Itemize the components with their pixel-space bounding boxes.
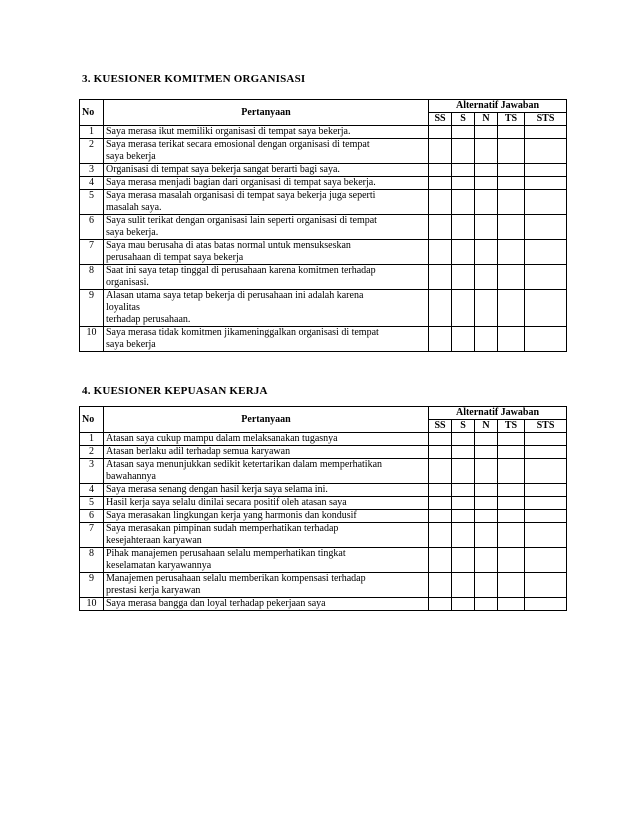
header-question: Pertanyaan: [104, 407, 429, 433]
answer-cell-s[interactable]: [452, 215, 475, 240]
question-text: [104, 240, 429, 265]
row-number: 8: [80, 548, 104, 573]
header-option-ts: TS: [498, 420, 525, 433]
answer-cell-sts[interactable]: [525, 510, 567, 523]
answer-cell-ts[interactable]: [498, 573, 525, 598]
answer-cell-ss[interactable]: [429, 598, 452, 611]
header-alternatif-jawaban: Alternatif Jawaban: [429, 100, 567, 113]
question-text: [104, 433, 429, 446]
question-line: loyalitas: [106, 302, 140, 313]
table-row: [80, 190, 567, 215]
answer-cell-sts[interactable]: [525, 215, 567, 240]
question-line: Saya merasa menjadi bagian dari organisasi di tempat saya bekerja.: [106, 177, 376, 188]
question-text: [104, 459, 429, 484]
answer-cell-s[interactable]: [452, 446, 475, 459]
answer-cell-ts[interactable]: [498, 164, 525, 177]
answer-cell-ts[interactable]: [498, 265, 525, 290]
answer-cell-ts[interactable]: [498, 510, 525, 523]
answer-cell-ss[interactable]: [429, 164, 452, 177]
question-line: Atasan saya menunjukkan sedikit ketertarikan dalam memperhatikan: [106, 459, 383, 470]
header-option-n: N: [475, 113, 498, 126]
table-row: [80, 139, 567, 164]
question-line: Atasan saya cukup mampu dalam melaksanakan tugasnya: [106, 433, 338, 444]
row-number: 6: [80, 215, 104, 240]
table-row: [80, 446, 567, 459]
answer-cell-ss[interactable]: [429, 446, 452, 459]
answer-cell-s[interactable]: [452, 484, 475, 497]
table-row: [80, 510, 567, 523]
answer-cell-n[interactable]: [475, 446, 498, 459]
answer-cell-ss[interactable]: [429, 497, 452, 510]
answer-cell-s[interactable]: [452, 126, 475, 139]
answer-cell-n[interactable]: [475, 523, 498, 548]
header-option-ss: SS: [429, 420, 452, 433]
answer-cell-sts[interactable]: [525, 265, 567, 290]
question-text: [104, 510, 429, 523]
answer-cell-ss[interactable]: [429, 548, 452, 573]
answer-cell-s[interactable]: [452, 459, 475, 484]
answer-cell-ts[interactable]: [498, 523, 525, 548]
answer-cell-n[interactable]: [475, 265, 498, 290]
answer-cell-ss[interactable]: [429, 523, 452, 548]
table-row: [80, 484, 567, 497]
answer-cell-ts[interactable]: [498, 446, 525, 459]
answer-cell-sts[interactable]: [525, 126, 567, 139]
question-line: Saya merasakan lingkungan kerja yang harmonis dan kondusif: [106, 510, 357, 521]
answer-cell-sts[interactable]: [525, 240, 567, 265]
answer-cell-n[interactable]: [475, 598, 498, 611]
answer-cell-ss[interactable]: [429, 484, 452, 497]
table-row: [80, 327, 567, 352]
answer-cell-sts[interactable]: [525, 327, 567, 352]
header-option-s: S: [452, 420, 475, 433]
row-number: 5: [80, 497, 104, 510]
table-row: [80, 523, 567, 548]
answer-cell-s[interactable]: [452, 523, 475, 548]
answer-cell-n[interactable]: [475, 139, 498, 164]
answer-cell-n[interactable]: [475, 164, 498, 177]
answer-cell-n[interactable]: [475, 484, 498, 497]
table-row: [80, 177, 567, 190]
answer-cell-sts[interactable]: [525, 164, 567, 177]
answer-cell-n[interactable]: [475, 327, 498, 352]
answer-cell-sts[interactable]: [525, 548, 567, 573]
table-row: [80, 459, 567, 484]
answer-cell-ts[interactable]: [498, 190, 525, 215]
answer-cell-ts[interactable]: [498, 548, 525, 573]
answer-cell-sts[interactable]: [525, 139, 567, 164]
question-line: Saya sulit terikat dengan organisasi lain seperti organisasi di tempat: [106, 215, 377, 226]
answer-cell-sts[interactable]: [525, 190, 567, 215]
question-text: [104, 497, 429, 510]
answer-cell-n[interactable]: [475, 177, 498, 190]
row-number: 5: [80, 190, 104, 215]
question-text: [104, 164, 429, 177]
row-number: 3: [80, 164, 104, 177]
answer-cell-sts[interactable]: [525, 177, 567, 190]
answer-cell-ts[interactable]: [498, 327, 525, 352]
answer-cell-s[interactable]: [452, 433, 475, 446]
answer-cell-s[interactable]: [452, 548, 475, 573]
answer-cell-n[interactable]: [475, 497, 498, 510]
table-row: [80, 240, 567, 265]
answer-cell-ts[interactable]: [498, 484, 525, 497]
question-line: Saya merasa ikut memiliki organisasi di tempat saya bekerja.: [106, 126, 351, 137]
header-option-s: S: [452, 113, 475, 126]
answer-cell-sts[interactable]: [525, 523, 567, 548]
question-line: keselamatan karyawannya: [106, 560, 212, 571]
question-line: Atasan berlaku adil terhadap semua karyawan: [106, 446, 291, 457]
question-line: Saat ini saya tetap tinggal di perusahaan karena komitmen terhadap: [106, 265, 376, 276]
question-text: [104, 484, 429, 497]
question-line: Saya merasakan pimpinan sudah memperhatikan terhadap: [106, 523, 339, 534]
answer-cell-ts[interactable]: [498, 240, 525, 265]
question-text: [104, 190, 429, 215]
question-text: [104, 446, 429, 459]
question-text: [104, 523, 429, 548]
answer-cell-n[interactable]: [475, 240, 498, 265]
answer-cell-s[interactable]: [452, 290, 475, 327]
table-row: [80, 164, 567, 177]
answer-cell-ts[interactable]: [498, 433, 525, 446]
answer-cell-sts[interactable]: [525, 497, 567, 510]
answer-cell-n[interactable]: [475, 573, 498, 598]
answer-cell-ss[interactable]: [429, 177, 452, 190]
header-option-n: N: [475, 420, 498, 433]
header-option-sts: STS: [525, 113, 567, 126]
question-text: [104, 139, 429, 164]
answer-cell-n[interactable]: [475, 190, 498, 215]
answer-cell-sts[interactable]: [525, 290, 567, 327]
answer-cell-ts[interactable]: [498, 497, 525, 510]
answer-cell-sts[interactable]: [525, 484, 567, 497]
question-line: Saya merasa bangga dan loyal terhadap pekerjaan saya: [106, 598, 326, 609]
answer-cell-ss[interactable]: [429, 327, 452, 352]
row-number: 4: [80, 177, 104, 190]
answer-cell-n[interactable]: [475, 290, 498, 327]
answer-cell-s[interactable]: [452, 497, 475, 510]
question-line: saya bekerja.: [106, 227, 159, 238]
question-line: Pihak manajemen perusahaan selalu memperhatikan tingkat: [106, 548, 346, 559]
question-line: prestasi kerja karyawan: [106, 585, 201, 596]
answer-cell-ss[interactable]: [429, 215, 452, 240]
answer-cell-ts[interactable]: [498, 290, 525, 327]
answer-cell-ss[interactable]: [429, 126, 452, 139]
question-text: [104, 177, 429, 190]
question-line: Organisasi di tempat saya bekerja sangat berarti bagi saya.: [106, 164, 340, 175]
answer-cell-ts[interactable]: [498, 215, 525, 240]
answer-cell-ss[interactable]: [429, 573, 452, 598]
question-line: Saya merasa senang dengan hasil kerja saya selama ini.: [106, 484, 328, 495]
table-row: [80, 433, 567, 446]
table-row: [80, 215, 567, 240]
question-line: Manajemen perusahaan selalu memberikan kompensasi terhadap: [106, 573, 366, 584]
question-text: [104, 598, 429, 611]
row-number: 3: [80, 459, 104, 484]
row-number: 6: [80, 510, 104, 523]
answer-cell-ss[interactable]: [429, 290, 452, 327]
answer-cell-n[interactable]: [475, 459, 498, 484]
answer-cell-sts[interactable]: [525, 459, 567, 484]
question-line: bawahannya: [106, 471, 156, 482]
answer-cell-s[interactable]: [452, 190, 475, 215]
answer-cell-n[interactable]: [475, 548, 498, 573]
header-alternatif-jawaban: Alternatif Jawaban: [429, 407, 567, 420]
question-line: masalah saya.: [106, 202, 162, 213]
answer-cell-ss[interactable]: [429, 459, 452, 484]
row-number: 7: [80, 523, 104, 548]
answer-cell-sts[interactable]: [525, 573, 567, 598]
row-number: 8: [80, 265, 104, 290]
answer-cell-ss[interactable]: [429, 139, 452, 164]
table-row: [80, 573, 567, 598]
question-line: Saya merasa tidak komitmen jikameninggalkan organisasi di tempat: [106, 327, 379, 338]
answer-cell-s[interactable]: [452, 177, 475, 190]
table-row: [80, 598, 567, 611]
question-line: Alasan utama saya tetap bekerja di perusahaan ini adalah karena: [106, 290, 364, 301]
row-number: 2: [80, 139, 104, 164]
answer-cell-ss[interactable]: [429, 240, 452, 265]
header-no: No: [80, 100, 104, 126]
question-line: Hasil kerja saya selalu dinilai secara positif oleh atasan saya: [106, 497, 347, 508]
section-title-komitmen: 3. KUESIONER KOMITMEN ORGANISASI: [82, 73, 306, 85]
answer-cell-ts[interactable]: [498, 459, 525, 484]
answer-cell-sts[interactable]: [525, 446, 567, 459]
answer-cell-s[interactable]: [452, 327, 475, 352]
table-row: [80, 290, 567, 327]
row-number: 4: [80, 484, 104, 497]
row-number: 9: [80, 573, 104, 598]
header-option-ts: TS: [498, 113, 525, 126]
question-line: Saya merasa masalah organisasi di tempat saya bekerja juga seperti: [106, 190, 376, 201]
answer-cell-s[interactable]: [452, 573, 475, 598]
answer-cell-ss[interactable]: [429, 510, 452, 523]
answer-cell-sts[interactable]: [525, 598, 567, 611]
answer-cell-n[interactable]: [475, 126, 498, 139]
answer-cell-n[interactable]: [475, 510, 498, 523]
questionnaire-table-komitmen: [79, 99, 567, 352]
table-row: [80, 548, 567, 573]
answer-cell-s[interactable]: [452, 265, 475, 290]
header-question: Pertanyaan: [104, 100, 429, 126]
answer-cell-sts[interactable]: [525, 433, 567, 446]
answer-cell-ts[interactable]: [498, 177, 525, 190]
question-text: [104, 548, 429, 573]
answer-cell-ts[interactable]: [498, 598, 525, 611]
table-row: [80, 126, 567, 139]
answer-cell-s[interactable]: [452, 240, 475, 265]
answer-cell-ts[interactable]: [498, 139, 525, 164]
question-line: organisasi.: [106, 277, 149, 288]
answer-cell-s[interactable]: [452, 164, 475, 177]
answer-cell-s[interactable]: [452, 598, 475, 611]
answer-cell-s[interactable]: [452, 510, 475, 523]
header-option-ss: SS: [429, 113, 452, 126]
answer-cell-ss[interactable]: [429, 265, 452, 290]
question-line: Saya merasa terikat secara emosional dengan organisasi di tempat: [106, 139, 370, 150]
answer-cell-s[interactable]: [452, 139, 475, 164]
question-text: [104, 215, 429, 240]
row-number: 9: [80, 290, 104, 327]
question-text: [104, 327, 429, 352]
section-title-kepuasan: 4. KUESIONER KEPUASAN KERJA: [82, 385, 268, 397]
table-row: [80, 265, 567, 290]
row-number: 2: [80, 446, 104, 459]
header-no: No: [80, 407, 104, 433]
question-text: [104, 126, 429, 139]
row-number: 7: [80, 240, 104, 265]
question-line: saya bekerja: [106, 339, 156, 350]
question-line: terhadap perusahaan.: [106, 314, 191, 325]
questionnaire-table-kepuasan: [79, 406, 567, 611]
question-text: [104, 265, 429, 290]
question-line: kesejahteraan karyawan: [106, 535, 202, 546]
row-number: 1: [80, 433, 104, 446]
answer-cell-ss[interactable]: [429, 190, 452, 215]
question-line: Saya mau berusaha di atas batas normal untuk mensukseskan: [106, 240, 351, 251]
answer-cell-ts[interactable]: [498, 126, 525, 139]
question-line: perusahaan di tempat saya bekerja: [106, 252, 244, 263]
question-text: [104, 573, 429, 598]
answer-cell-n[interactable]: [475, 215, 498, 240]
answer-cell-n[interactable]: [475, 433, 498, 446]
answer-cell-ss[interactable]: [429, 433, 452, 446]
question-line: saya bekerja: [106, 151, 156, 162]
row-number: 10: [80, 598, 104, 611]
row-number: 1: [80, 126, 104, 139]
question-text: [104, 290, 429, 327]
row-number: 10: [80, 327, 104, 352]
header-option-sts: STS: [525, 420, 567, 433]
table-row: [80, 497, 567, 510]
